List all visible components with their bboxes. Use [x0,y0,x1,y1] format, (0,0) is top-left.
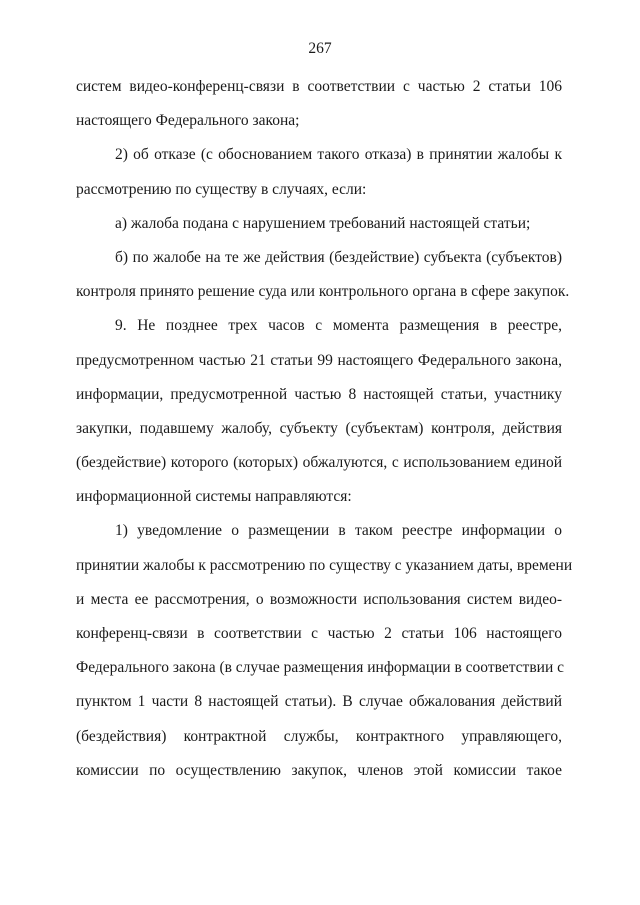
text-line: информационной системы направляются: [76,488,352,506]
text-line: 9. Не позднее трех часов с момента размещения в реестре, [115,317,562,335]
text-line: (бездействие) которого (которых) обжалуются, с использованием единой [76,454,562,472]
text-line: предусмотренном частью 21 статьи 99 настоящего Федерального закона, [76,351,562,369]
text-line: Федерального закона (в случае размещения информации в соответствии с [76,659,564,677]
text-line: 2) об отказе (с обоснованием такого отказа) в принятии жалобы к [115,146,562,164]
text-line: (бездействия) контрактной службы, контрактного управляющего, [76,727,562,745]
text-line: информации, предусмотренной частью 8 настоящей статьи, участнику [76,385,562,403]
text-line: конференц-связи в соответствии с частью 2 статьи 106 настоящего [76,625,562,642]
text-line: 1) уведомление о размещении в таком реестре информации о [115,522,562,540]
text-line: контроля принято решение суда или контрольного органа в сфере закупок. [76,283,570,301]
text-line: систем видео-конференц-связи в соответствии с частью 2 статьи 106 [76,78,562,95]
text-line: а) жалоба подана с нарушением требований настоящей статьи; [115,214,531,232]
text-line: настоящего Федерального закона; [76,112,300,130]
text-line: комиссии по осуществлению закупок, членов этой комиссии такое [76,761,562,779]
text-line: закупки, подавшему жалобу, субъекту (субъектам) контроля, действия [76,419,562,437]
text-line: принятии жалобы к рассмотрению по существу с указанием даты, времени [76,556,573,574]
document-body [76,77,573,795]
text-line: б) по жалобе на те же действия (бездействие) субъекта (субъектов) [115,248,562,266]
text-line: пунктом 1 части 8 настоящей статьи). В случае обжалования действий [76,693,562,711]
text-line: рассмотрению по существу в случаях, если: [76,180,367,198]
page-number: 267 [308,40,332,57]
text-line: и места ее рассмотрения, о возможности использования систем видео- [76,590,562,608]
